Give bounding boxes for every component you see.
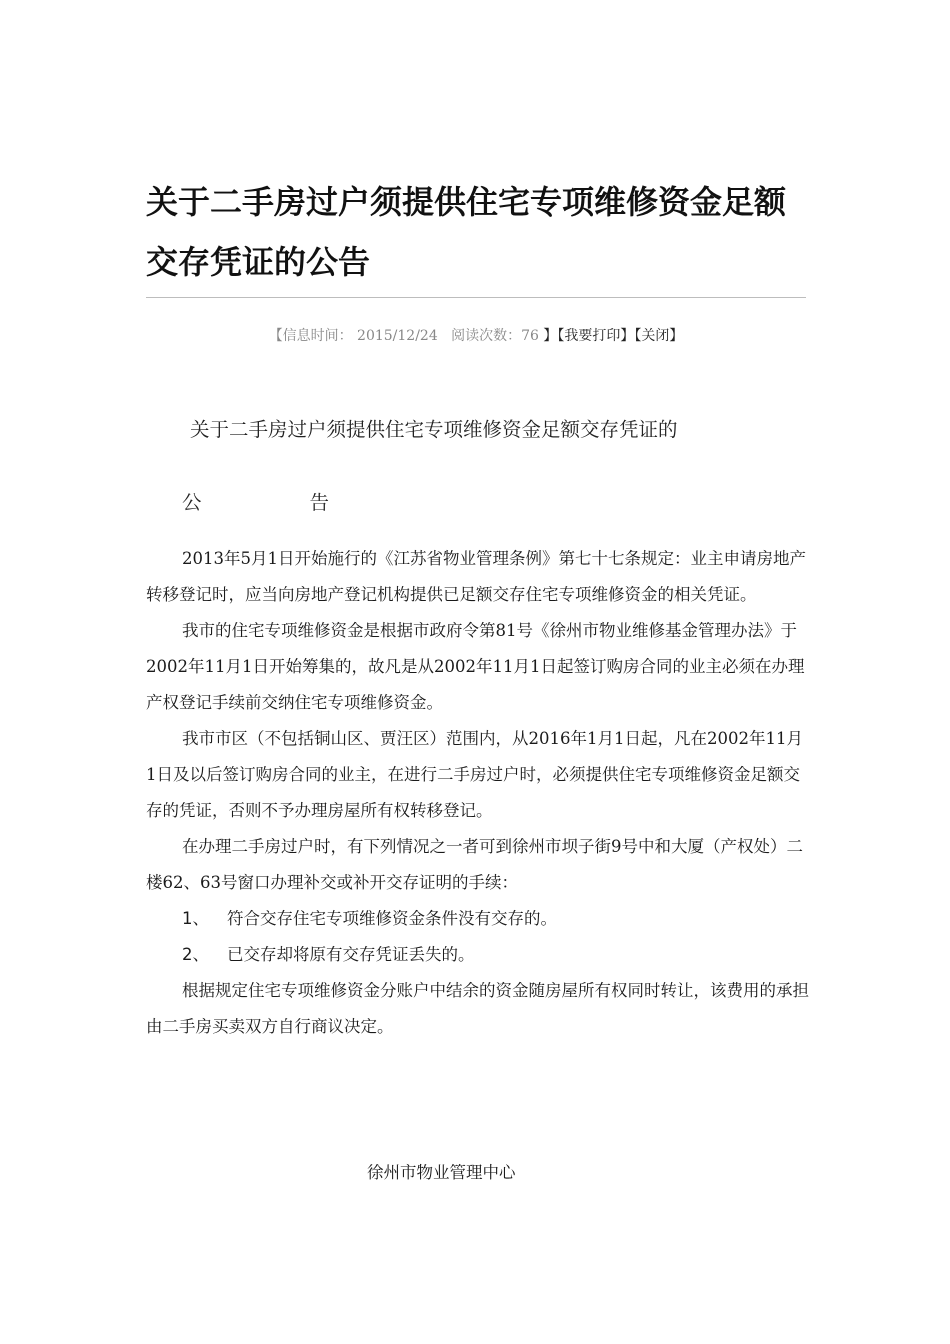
title-divider xyxy=(146,297,806,298)
title-line-1: 关于二手房过户须提供住宅专项维修资金足额 xyxy=(146,183,787,221)
meta-date: 2015/12/24 xyxy=(357,328,438,344)
meta-views-count: 76 xyxy=(521,328,539,344)
notice-subtitle: 关于二手房过户须提供住宅专项维修资金足额交存凭证的 xyxy=(190,418,678,441)
title-line-2: 交存凭证的公告 xyxy=(146,243,371,281)
close-link[interactable]: 【关闭】 xyxy=(634,328,684,344)
list-item-2-number: 2、 xyxy=(182,945,209,964)
notice-heading-char-2: 告 xyxy=(309,491,330,514)
notice-heading xyxy=(182,488,329,518)
article-meta xyxy=(146,324,806,348)
paragraph-3: 我市市区（不包括铜山区、贾汪区）范围内，从2016年1月1日起，凡在2002年11月1日及以后签订购房合同的业主，在进行二手房过户时，必须提供住宅专项维修资金足额交存的凭证，否则不予办理房屋所有权转移登记。 xyxy=(146,729,803,820)
notice-body xyxy=(146,541,810,1045)
list-item-2 xyxy=(146,937,810,973)
list-item-2-text: 已交存却将原有交存凭证丢失的。 xyxy=(227,945,475,964)
paragraph-5: 根据规定住宅专项维修资金分账户中结余的资金随房屋所有权同时转让，该费用的承担由二手房买卖双方自行商议决定。 xyxy=(146,981,809,1036)
notice-heading-char-1: 公 xyxy=(182,491,202,514)
meta-close-bracket: 】 xyxy=(543,328,558,344)
meta-views-label: 阅读次数： xyxy=(451,328,522,344)
list-item-1-text: 符合交存住宅专项维修资金条件没有交存的。 xyxy=(227,909,557,928)
page-title xyxy=(146,172,808,292)
paragraph-2: 我市的住宅专项维修资金是根据市政府令第81号《徐州市物业维修基金管理办法》于2002年11月1日开始筹集的，故凡是从2002年11月1日起签订购房合同的业主必须在办理产权登记手续前交纳住宅专项维修资金。 xyxy=(146,621,805,712)
list-item-1-number: 1、 xyxy=(182,909,209,928)
signature: 徐州市物业管理中心 xyxy=(367,1163,516,1182)
paragraph-1: 2013年5月1日开始施行的《江苏省物业管理条例》第七十七条规定：业主申请房地产转移登记时，应当向房地产登记机构提供已足额交存住宅专项维修资金的相关凭证。 xyxy=(146,549,806,604)
meta-prefix: 【信息时间： xyxy=(268,328,353,344)
print-link[interactable]: 【我要打印】 xyxy=(557,328,635,344)
paragraph-4: 在办理二手房过户时，有下列情况之一者可到徐州市坝子街9号中和大厦（产权处）二楼62、63号窗口办理补交或补开交存证明的手续： xyxy=(146,837,803,892)
list-item-1 xyxy=(146,901,810,937)
